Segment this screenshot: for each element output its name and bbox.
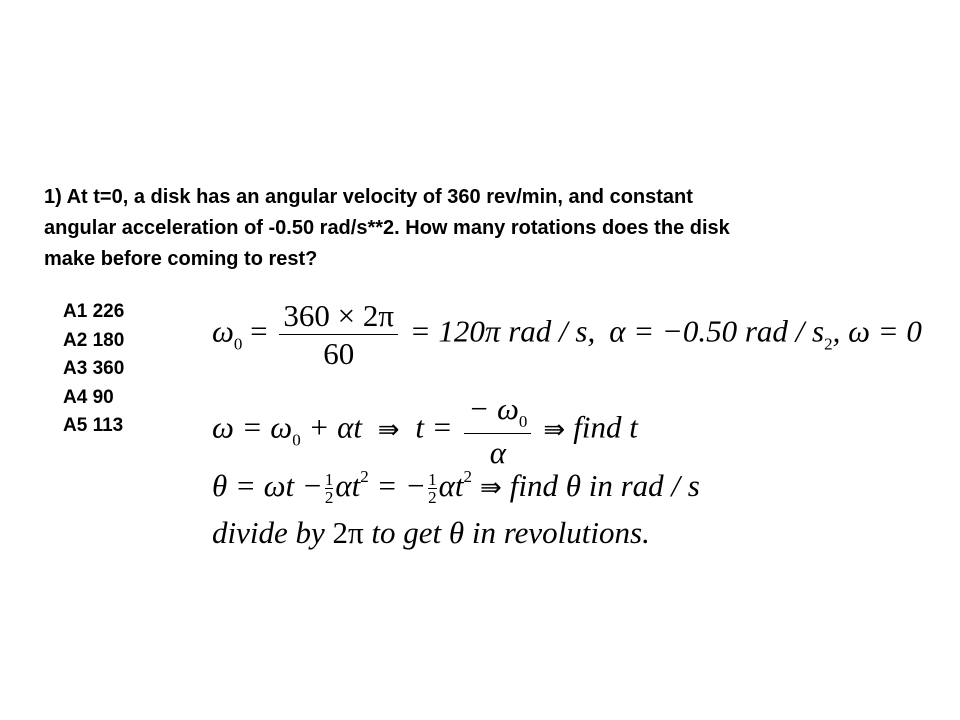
implies-arrow-icon: ⇛ [543, 414, 566, 444]
omega-final: , ω = 0 [832, 313, 922, 349]
implies-arrow-icon: ⇛ [377, 414, 400, 444]
theta-relation: θ = ωt − [212, 468, 323, 503]
answer-choice-a2: A2 180 [63, 329, 125, 351]
find-theta-text: find θ in rad / s [509, 468, 700, 503]
one-half-fraction: $\frac{1}{2}$ [324, 469, 334, 508]
velocity-relation-tail: + αt [300, 409, 370, 445]
subscript-zero: 0 [518, 412, 528, 431]
equation-revolutions [212, 517, 650, 548]
superscript-two: 2 [463, 467, 472, 486]
question-line-1: 1) At t=0, a disk has an angular velocity of 360 rev/min, and constant [44, 186, 693, 208]
fraction-rev-to-rad [279, 300, 398, 369]
velocity-relation: ω = ω [212, 409, 293, 445]
equation-initial-values [212, 300, 922, 369]
alpha-t: αt [438, 468, 464, 503]
fraction-denominator: α [464, 433, 531, 468]
answer-choice-a4: A4 90 [63, 386, 114, 408]
question-text [44, 182, 924, 275]
divide-text: divide by [212, 515, 333, 550]
equals-sign: = [242, 313, 276, 349]
implies-arrow-icon: ⇛ [479, 473, 502, 502]
omega0-result: = 120π rad / s, [402, 313, 596, 349]
alpha-value: α = −0.50 rad / s [609, 313, 825, 349]
fraction-numerator: − $\omega_0$ [468, 391, 528, 431]
answer-choice-a1: A1 226 [63, 301, 125, 322]
t-equals: t = [407, 409, 461, 445]
fraction-denominator: 60 [279, 334, 398, 369]
fraction-numerator: 360 × 2π [283, 298, 395, 333]
question-line-3: make before coming to rest? [44, 248, 318, 270]
subscript-zero: 0 [292, 430, 301, 450]
answer-choice-a3: A3 360 [63, 358, 125, 379]
answer-choices [63, 298, 124, 441]
alpha-subscript: 2 [824, 334, 833, 354]
find-t-text: find t [573, 409, 638, 445]
omega-symbol: ω [212, 313, 234, 349]
alpha-t: αt [335, 468, 361, 503]
subscript-zero: 0 [233, 334, 243, 354]
superscript-two: 2 [360, 467, 369, 486]
equation-time [212, 393, 638, 468]
answer-choice-a5: A5 113 [63, 415, 124, 436]
two-pi: 2π [332, 515, 364, 550]
equals-negative: = − [368, 468, 427, 503]
one-half-fraction: $\frac{1}{2}$ [428, 469, 437, 508]
question-line-2: angular acceleration of -0.50 rad/s**2. How many rotations does the disk [44, 217, 730, 239]
revolutions-text: to get θ in revolutions. [363, 515, 650, 550]
equation-angle [212, 468, 700, 507]
fraction-time [464, 393, 531, 468]
